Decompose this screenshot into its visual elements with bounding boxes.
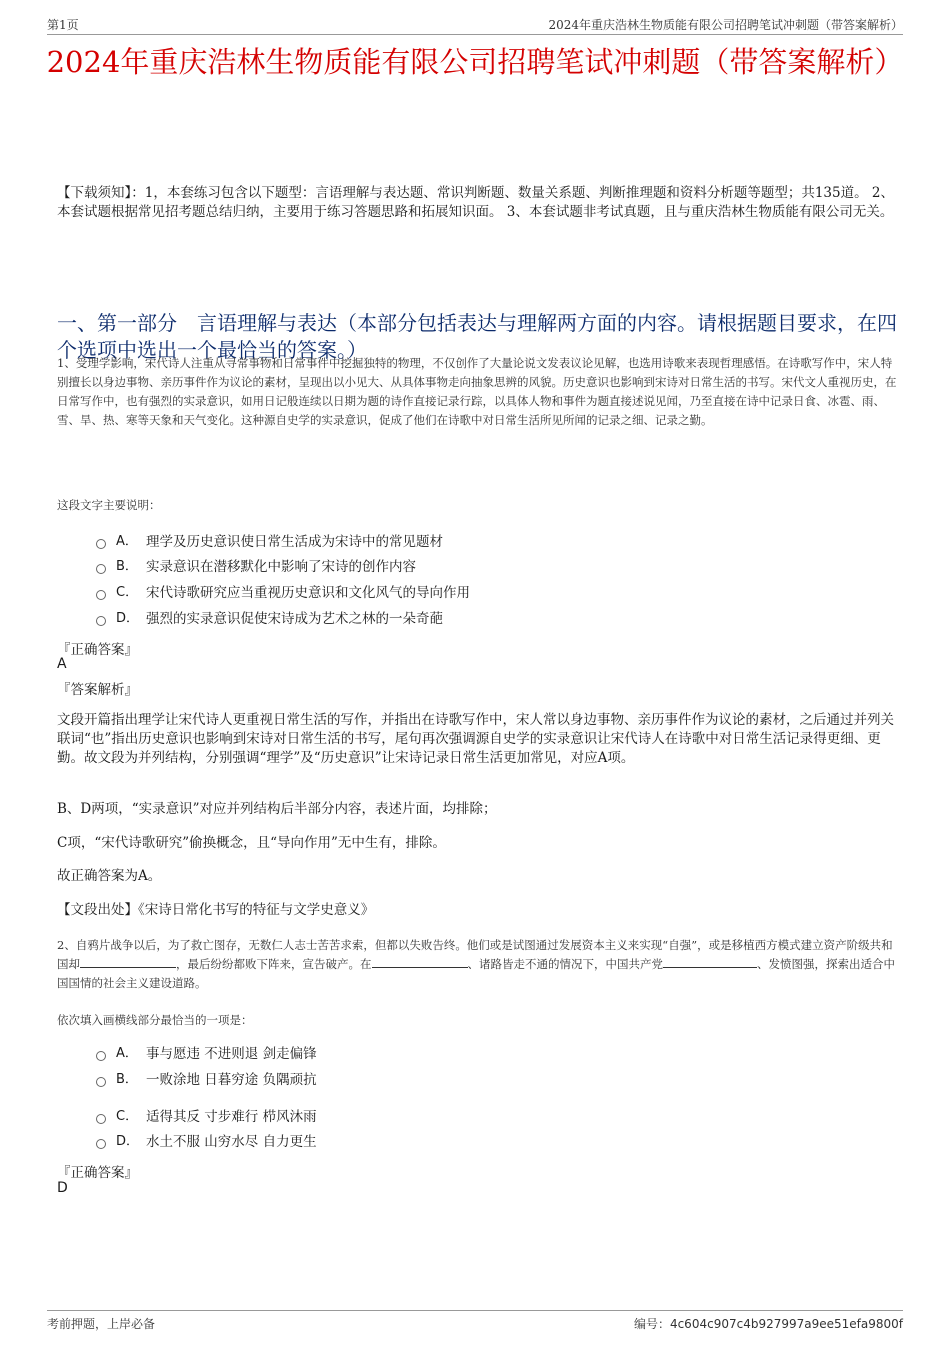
option-text: 理学及历史意识使日常生活成为宋诗中的常见题材 (146, 534, 443, 550)
header-doc-title: 2024年重庆浩林生物质能有限公司招聘笔试冲刺题（带答案解析） (548, 18, 903, 32)
option-text: 一败涂地 日暮穷途 负隅顽抗 (146, 1072, 317, 1088)
option-text: 适得其反 寸步难行 栉风沐雨 (146, 1109, 317, 1125)
question-2-option-a[interactable] (96, 1045, 317, 1063)
radio-icon[interactable] (96, 539, 106, 549)
option-letter: C． (116, 585, 139, 600)
question-2-stem-part: 、发愤图强，探索出适合中国国情的社会主义建设道路。 (57, 957, 895, 990)
question-2-answer-label: 『正确答案』 (57, 1165, 138, 1181)
radio-icon[interactable] (96, 1139, 106, 1149)
question-2-option-b[interactable] (96, 1071, 317, 1089)
question-1-answer: A (57, 656, 67, 672)
footer-code-label: 编号： (633, 1317, 670, 1331)
page-number: 第1页 (47, 18, 79, 32)
download-notice: 【下载须知】：1，本套练习包含以下题型：言语理解与表达题、常识判断题、数量关系题、判断推理题和资料分析题等题型；共135道。 2、本套试题根据常见招考题总结归纳，主要用于练习答题思路和拓展知识面。 3、本套试题非考试真题，且与重庆浩林生物质能有限公司无关。 (57, 185, 894, 220)
fill-blank-3 (663, 955, 757, 968)
option-text: 事与愿违 不进则退 剑走偏锋 (146, 1046, 317, 1062)
fill-blank-1 (80, 955, 176, 968)
option-letter: A． (116, 1046, 138, 1061)
question-2-option-c[interactable] (96, 1108, 317, 1126)
question-2-stem (57, 936, 902, 993)
question-1-stem: 1、受理学影响，宋代诗人注重从寻常事物和日常事件中挖掘独特的物理，不仅创作了大量论说文发表议论见解，也选用诗歌来表现哲理感悟。在诗歌写作中，宋人特别擅长以身边事物、亲历事件作为议论的素材，呈现出以小见大、从具体事物走向抽象思辨的风貌。历史意识也影响到宋诗对日常生活的书写。宋代文人重视历史，在日常写作中，也有强烈的实录意识，如用日记般连续以日期为题的诗作直接记录行踪，以具体人物和事件为题直接述说见闻，乃至直接在诗中记录日食、冰雹、雨、雪、旱、热、寒等天象和天气变化。这种源自史学的实录意识，促成了他们在诗歌中对日常生活所见所闻的记录之细、记录之勤。 (57, 356, 897, 427)
question-1-analysis-p1: 文段开篇指出理学让宋代诗人更重视日常生活的写作，并指出在诗歌写作中，宋人常以身边事物、亲历事件作为议论的素材，之后通过并列关联词“也”指出历史意识也影响到宋诗对日常生活的书写，尾句再次强调源自史学的实录意识让宋代诗人在诗歌中对日常生活记录得更细、更勤。故文段为并列结构，分别强调“理学”及“历史意识”让宋诗记录日常生活更加常见，对应A项。 (57, 712, 894, 766)
question-2-option-d[interactable] (96, 1133, 317, 1151)
radio-icon[interactable] (96, 616, 106, 626)
question-2-prompt: 依次填入画横线部分最恰当的一项是： (57, 1013, 253, 1027)
question-2-stem-part: 、诸路皆走不通的情况下，中国共产党 (467, 957, 663, 971)
option-letter: C． (116, 1109, 139, 1124)
radio-icon[interactable] (96, 1114, 106, 1124)
page-footer (47, 1310, 903, 1331)
option-text: 宋代诗歌研究应当重视历史意识和文化风气的导向作用 (146, 585, 470, 601)
option-letter: B． (116, 1072, 138, 1087)
option-text: 强烈的实录意识促使宋诗成为艺术之林的一朵奇葩 (146, 611, 443, 627)
question-2-stem-part: 2、自鸦片战争以后，为了救亡图存，无数仁人志士苦苦求索，但都以失败告终。他们或是试图通过发展资本主义来实现“自强”，或是移植西方模式建立资产阶级共和国却 (57, 938, 893, 971)
fill-blank-2 (372, 955, 468, 968)
question-1-prompt: 这段文字主要说明： (57, 498, 161, 512)
question-1-option-d[interactable] (96, 610, 443, 628)
document-title: 2024年重庆浩林生物质能有限公司招聘笔试冲刺题（带答案解析） (46, 45, 904, 79)
option-letter: D． (116, 611, 140, 626)
question-1-option-a[interactable] (96, 533, 443, 551)
question-1-option-c[interactable] (96, 584, 470, 602)
question-1-option-b[interactable] (96, 558, 416, 576)
option-letter: A． (116, 534, 138, 549)
radio-icon[interactable] (96, 1077, 106, 1087)
question-1-answer-label: 『正确答案』 (57, 642, 138, 658)
footer-code (634, 1315, 903, 1332)
option-text: 水土不服 山穷水尽 自力更生 (146, 1134, 317, 1150)
option-letter: D． (116, 1134, 140, 1149)
section-title: 一、第一部分 言语理解与表达（本部分包括表达与理解两方面的内容。请根据题目要求，在四个选项中选出一个最恰当的答案。） (57, 311, 897, 362)
radio-icon[interactable] (96, 1051, 106, 1061)
question-1-source: 【文段出处】《宋诗日常化书写的特征与文学史意义》 (57, 902, 375, 918)
radio-icon[interactable] (96, 564, 106, 574)
radio-icon[interactable] (96, 590, 106, 600)
question-1-analysis-p2: B、D两项，“实录意识”对应并列结构后半部分内容，表述片面，均排除； (57, 801, 497, 817)
footer-slogan: 考前押题，上岸必备 (47, 1317, 156, 1331)
question-1-analysis-p4: 故正确答案为A。 (57, 868, 162, 884)
footer-code-value: 4c604c907c4b927997a9ee51efa9800f (669, 1317, 903, 1331)
question-2-answer: D (57, 1180, 68, 1196)
question-2-stem-part: ，最后纷纷都败下阵来，宣告破产。在 (176, 957, 372, 971)
page-header (47, 14, 903, 35)
option-text: 实录意识在潜移默化中影响了宋诗的创作内容 (146, 559, 416, 575)
option-letter: B． (116, 559, 138, 574)
question-1-analysis-label: 『答案解析』 (57, 682, 138, 698)
question-1-analysis-p3: C项，“宋代诗歌研究”偷换概念，且“导向作用”无中生有，排除。 (57, 835, 446, 851)
